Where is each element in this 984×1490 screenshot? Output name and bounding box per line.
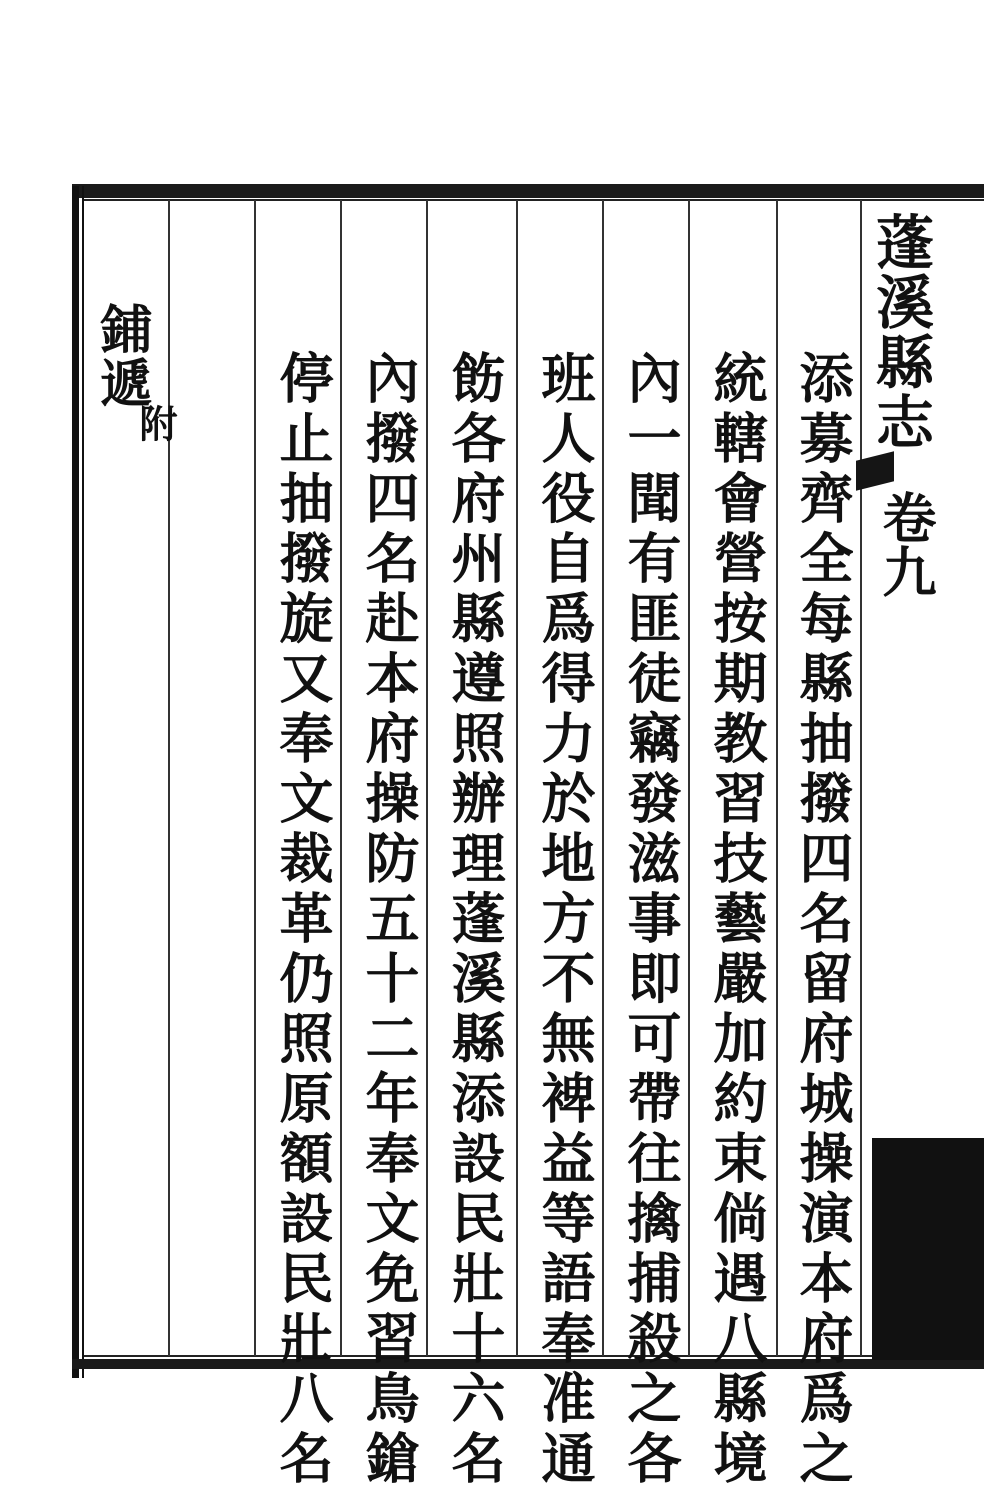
column-rule [688,200,690,1356]
column-rule [426,200,428,1356]
page-left-inner-border [82,186,84,1378]
page-top-border [72,184,984,198]
text-column: 添募齊全每縣抽撥四名留府城操演本府爲之 [791,350,855,1490]
section-heading: 鋪遞 [91,302,152,410]
text-column: 停止抽撥旋又奉文裁革仍照原額設民壯八名 [271,350,335,1490]
column-rule [254,200,256,1356]
column-rule [340,200,342,1356]
text-column: 統轄會營按期教習技藝嚴加約束倘遇八縣境 [705,350,769,1490]
column-rule [776,200,778,1356]
page-top-inner-border [84,199,984,201]
volume-label: 卷九 [874,490,938,598]
section-note: 附 [133,404,178,442]
text-column: 班人役自爲得力於地方不無裨益等語奉准通 [533,350,597,1490]
text-column: 內撥四名赴本府操防五十二年奉文免習鳥鎗 [357,350,421,1490]
page-left-border [72,186,79,1378]
spine-ink-block [872,1138,984,1360]
text-column: 飭各府州縣遵照辦理蓬溪縣添設民壯十六名 [443,350,507,1490]
column-rule [860,200,862,1356]
book-title: 蓬溪縣志 [866,212,934,452]
text-column: 內一聞有匪徒竊發滋事即可帶往擒捕殺之各 [619,350,683,1490]
column-rule [168,200,170,1356]
column-rule [602,200,604,1356]
column-rule [516,200,518,1356]
